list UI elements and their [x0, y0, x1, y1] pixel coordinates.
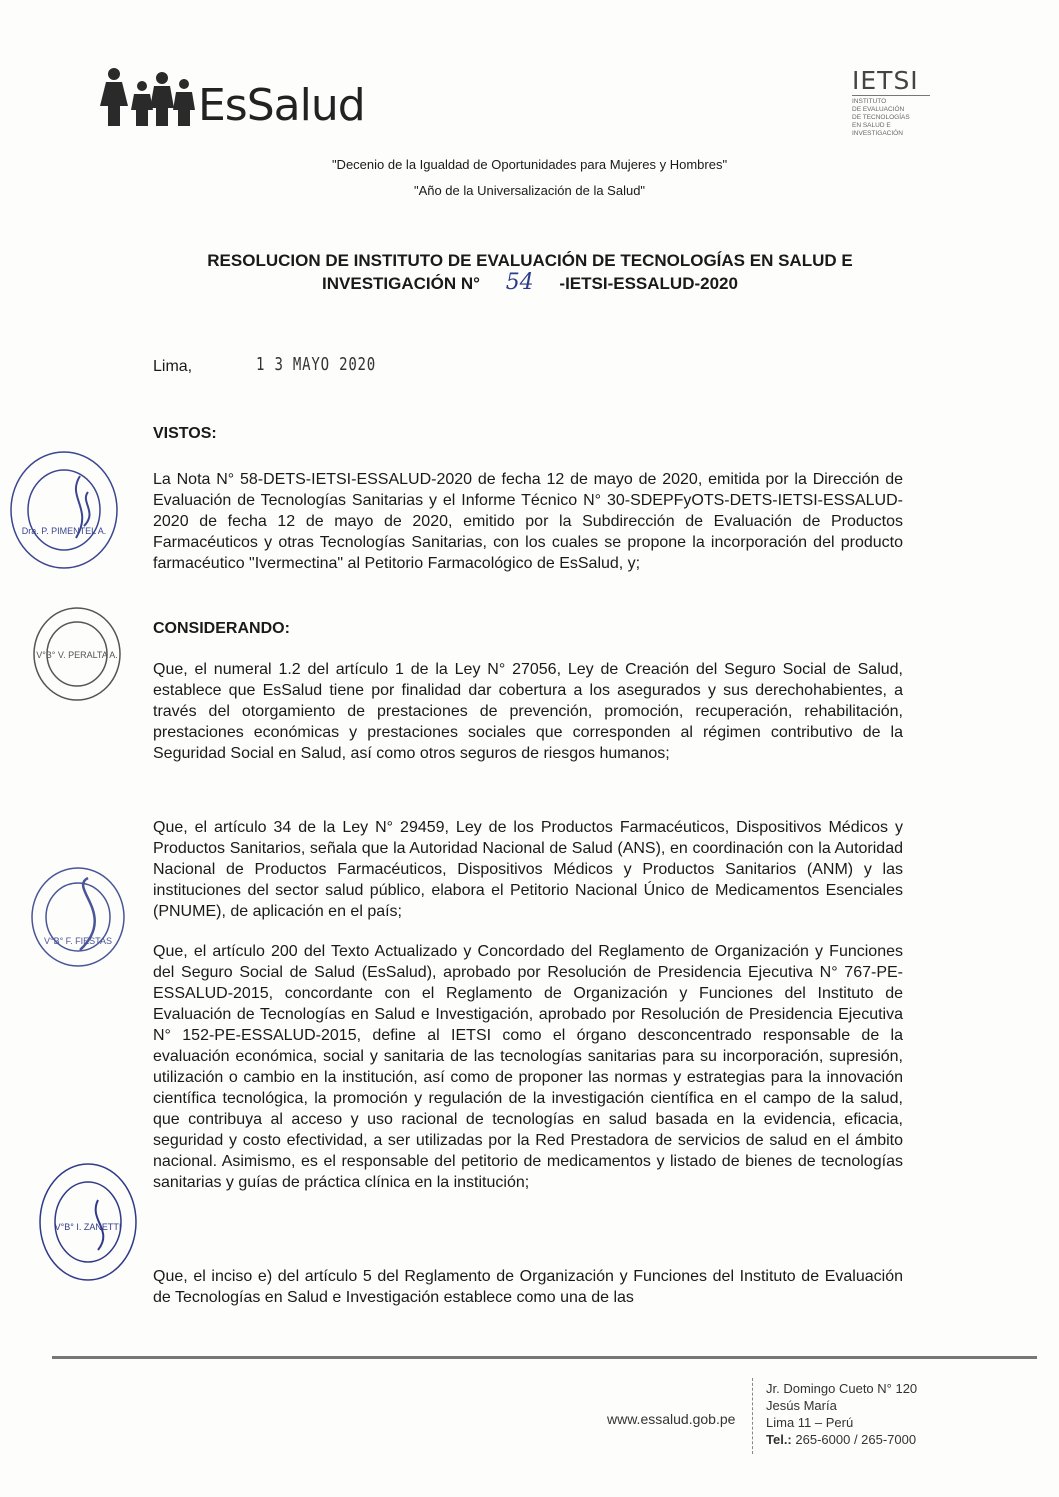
resolution-title — [120, 250, 940, 295]
title-line-1: RESOLUCION DE INSTITUTO DE EVALUACIÓN DE TECNOLOGÍAS EN SALUD E — [207, 251, 853, 270]
essalud-logo — [100, 66, 365, 131]
place-label: Lima, — [153, 358, 193, 375]
approval-seal-2 — [30, 604, 124, 704]
phone-value: 265-6000 / 265-7000 — [795, 1432, 917, 1447]
ietsi-subtitle-2: DE EVALUACIÓN — [852, 106, 905, 113]
motto-decade: "Decenio de la Igualdad de Oportunidades para Mujeres y Hombres" — [331, 157, 728, 172]
motto-year: "Año de la Universalización de la Salud" — [413, 183, 646, 198]
footer-separator — [752, 1378, 753, 1454]
approval-seal-4 — [36, 1160, 140, 1284]
vistos-heading: VISTOS: — [153, 425, 217, 442]
seal-1-text: Dra. P. PIMENTEL A. — [21, 526, 107, 536]
considerando-paragraph-4: Que, el inciso e) del artículo 5 del Reglamento de Organización y Funciones del Instituto de Evaluación de Tecnologías en Salud e Investigación establece como una de las — [153, 1268, 903, 1306]
family-figures-icon — [100, 66, 196, 128]
address-line-3: Lima 11 – Perú — [766, 1415, 854, 1430]
ietsi-subtitle-4: EN SALUD E — [852, 122, 891, 129]
ietsi-subtitle-3: DE TECNOLOGÍAS — [852, 114, 910, 121]
resolution-number: 54 — [505, 270, 534, 295]
date-stamp: 1 3 MAYO 2020 — [256, 354, 377, 375]
phone-label: Tel.: — [766, 1432, 792, 1447]
footer-address — [766, 1380, 917, 1448]
vistos-paragraph: La Nota N° 58-DETS-IETSI-ESSALUD-2020 de fecha 12 de mayo de 2020, emitida por la Dirección de Evaluación de Tecnologías Sanitarias y el Informe Técnico N° 30-SDEPFyOTS-DETS-IETSI-ESSALUD-2020 de fecha 12 de mayo de 2020, emitido por la Subdirección de Evaluación de Productos Farmacéuticos y otras Tecnologías Sanitarias, con los cuales se propone la incorporación del producto farmacéutico "Ivermectina" al Petitorio Farmacológico de EsSalud, y; — [153, 471, 903, 572]
considerando-paragraph-1: Que, el numeral 1.2 del artículo 1 de la Ley N° 27056, Ley de Creación del Seguro Social de Salud, establece que EsSalud tiene por finalidad dar cobertura a los asegurados y sus derechohabientes, a través del otorgamiento de prestaciones de prevención, promoción, recuperación, rehabilitación, prestaciones económicas y prestaciones sociales que corresponden al régimen contributivo de la Seguridad Social en Salud, así como otros seguros de riesgos humanos; — [153, 661, 903, 762]
website-link[interactable]: www.essalud.gob.pe — [607, 1411, 736, 1427]
approval-seal-1 — [6, 448, 122, 572]
seal-4-text: V°B° I. ZANETTI — [54, 1222, 122, 1232]
ietsi-title: IETSI — [852, 66, 919, 95]
ietsi-subtitle-5: INVESTIGACIÓN — [852, 130, 903, 137]
ietsi-logo — [852, 68, 930, 138]
seal-3-text: V°B° F. FIESTAS — [43, 936, 113, 946]
mottos — [0, 152, 1059, 204]
considerando-paragraph-2: Que, el artículo 34 de la Ley N° 29459, Ley de los Productos Farmacéuticos, Dispositivos Médicos y Productos Sanitarios, señala que la Autoridad Nacional de Salud (ANS), en coordinación con la Autoridad Nacional de Productos Farmacéuticos, Dispositivos Médicos y Productos Sanitarios (ANM) y las instituciones del sector salud público, elabora el Petitorio Nacional Único de Medicamentos Esenciales (PNUME), de aplicación en el país; — [153, 819, 903, 920]
title-prefix: INVESTIGACIÓN N° — [322, 274, 480, 293]
considerando-heading: CONSIDERANDO: — [153, 620, 290, 637]
considerando-paragraph-3: Que, el artículo 200 del Texto Actualizado y Concordado del Reglamento de Organización y Funciones del Seguro Social de Salud (EsSalud), aprobado por Resolución de Presidencia Ejecutiva N° 767-PE-ESSALUD-2015, concordante con el Reglamento de Organización y Funciones del Instituto de Evaluación de Tecnologías en Salud e Investigación, aprobado por Resolución de Presidencia Ejecutiva N° 152-PE-ESSALUD-2015, define al IETSI como el órgano desconcentrado responsable de la evaluación económica, social y sanitaria de las tecnologías sanitarias para su incorporación, supresión, utilización o cambio en la institución, así como de proponer las normas y estrategias para la innovación científica tecnológica, la promoción y regulación de la investigación científica en el campo de la salud, que contribuya al acceso y uso racional de tecnologías en salud basada en la evidencia, eficacia, seguridad y costo efectividad, a ser utilizadas por la Red Prestadora de servicios de salud en el ámbito nacional. Asimismo, es el responsable del petitorio de medicamentos y listado de bienes de tecnologías sanitarias y guías de práctica clínica en la institución; — [153, 943, 903, 1191]
phone-line — [766, 1431, 917, 1448]
footer-divider — [52, 1356, 1037, 1359]
ietsi-divider — [852, 95, 930, 96]
seal-2-text: V°B° V. PERALTA A. — [36, 650, 118, 660]
approval-seal-3 — [28, 864, 128, 970]
logo-text: EsSalud — [198, 80, 365, 131]
address-line-1: Jr. Domingo Cueto N° 120 — [766, 1381, 918, 1396]
ietsi-subtitle-1: INSTITUTO — [852, 98, 887, 105]
title-suffix: -IETSI-ESSALUD-2020 — [559, 274, 738, 293]
title-line-2 — [120, 272, 940, 295]
address-line-2: Jesús María — [766, 1398, 837, 1413]
